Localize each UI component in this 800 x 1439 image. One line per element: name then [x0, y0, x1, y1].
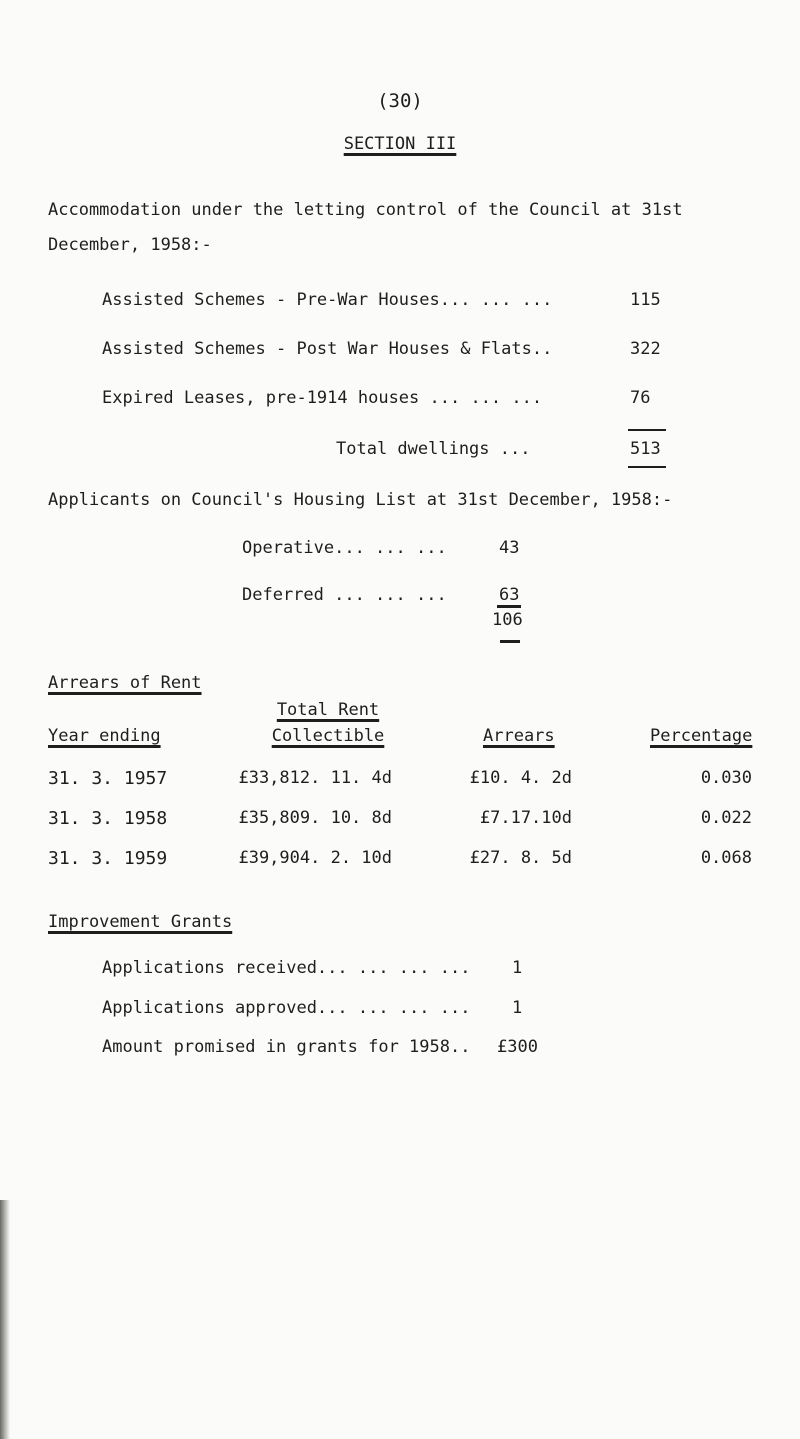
cell-rent: £33,812. 11. 4d	[238, 768, 392, 788]
accommodation-item-value: 115	[630, 290, 661, 310]
improvement-line-value: 1	[512, 998, 523, 1018]
cell-percentage: 0.022	[700, 808, 752, 828]
total-dwellings-value: 513	[630, 439, 661, 459]
total-rule	[628, 466, 666, 468]
cell-year: 31. 3. 1957	[48, 768, 168, 789]
cell-percentage: 0.068	[700, 848, 752, 868]
total-dwellings-label: Total dwellings ...	[336, 439, 531, 459]
improvement-line-value: £300	[497, 1037, 538, 1057]
applicants-item-value: 63	[499, 585, 520, 605]
header-arrears: Arrears	[483, 726, 555, 746]
accommodation-item-value: 322	[630, 339, 661, 359]
cell-arrears: £7.17.10d	[479, 808, 572, 828]
accommodation-item-label: Assisted Schemes - Pre-War Houses... ... ...	[102, 290, 553, 310]
improvement-title: Improvement Grants	[48, 912, 233, 932]
header-year: Year ending	[48, 726, 161, 746]
applicants-item-value: 43	[499, 538, 520, 558]
applicants-item-label: Operative... ... ...	[242, 538, 447, 558]
cell-year: 31. 3. 1958	[48, 808, 168, 829]
cell-percentage: 0.030	[700, 768, 752, 788]
accommodation-intro-line2: December, 1958:-	[48, 235, 212, 255]
applicants-total: 106	[492, 610, 523, 630]
accommodation-item-label: Expired Leases, pre-1914 houses ... ... ...	[102, 388, 543, 408]
header-rent-line1: Total Rent	[276, 700, 380, 720]
improvement-line-value: 1	[512, 958, 523, 978]
accommodation-intro-line1: Accommodation under the letting control of the Council at 31st	[48, 200, 683, 220]
arrears-title: Arrears of Rent	[48, 673, 202, 693]
applicants-subtotal-rule	[497, 605, 521, 608]
cell-rent: £39,904. 2. 10d	[238, 848, 392, 868]
cell-arrears: £27. 8. 5d	[469, 848, 572, 868]
header-percentage: Percentage	[650, 726, 753, 746]
improvement-line-label: Amount promised in grants for 1958..	[102, 1037, 471, 1057]
header-rent-line2: Collectible	[271, 726, 385, 746]
page-number: (30)	[377, 90, 423, 112]
cell-arrears: £10. 4. 2d	[469, 768, 572, 788]
applicants-total-rule	[500, 640, 520, 643]
improvement-line-label: Applications approved... ... ... ...	[102, 998, 471, 1018]
section-title: SECTION III	[343, 134, 457, 154]
improvement-line-label: Applications received... ... ... ...	[102, 958, 471, 978]
cell-rent: £35,809. 10. 8d	[238, 808, 392, 828]
applicants-intro: Applicants on Council's Housing List at 31st December, 1958:-	[48, 490, 673, 510]
cell-year: 31. 3. 1959	[48, 848, 168, 869]
scan-edge-shadow	[0, 1200, 10, 1439]
applicants-item-label: Deferred ... ... ...	[242, 585, 447, 605]
accommodation-item-label: Assisted Schemes - Post War Houses & Flats..	[102, 339, 553, 359]
accommodation-item-value: 76	[630, 388, 651, 408]
subtotal-rule	[628, 429, 666, 431]
